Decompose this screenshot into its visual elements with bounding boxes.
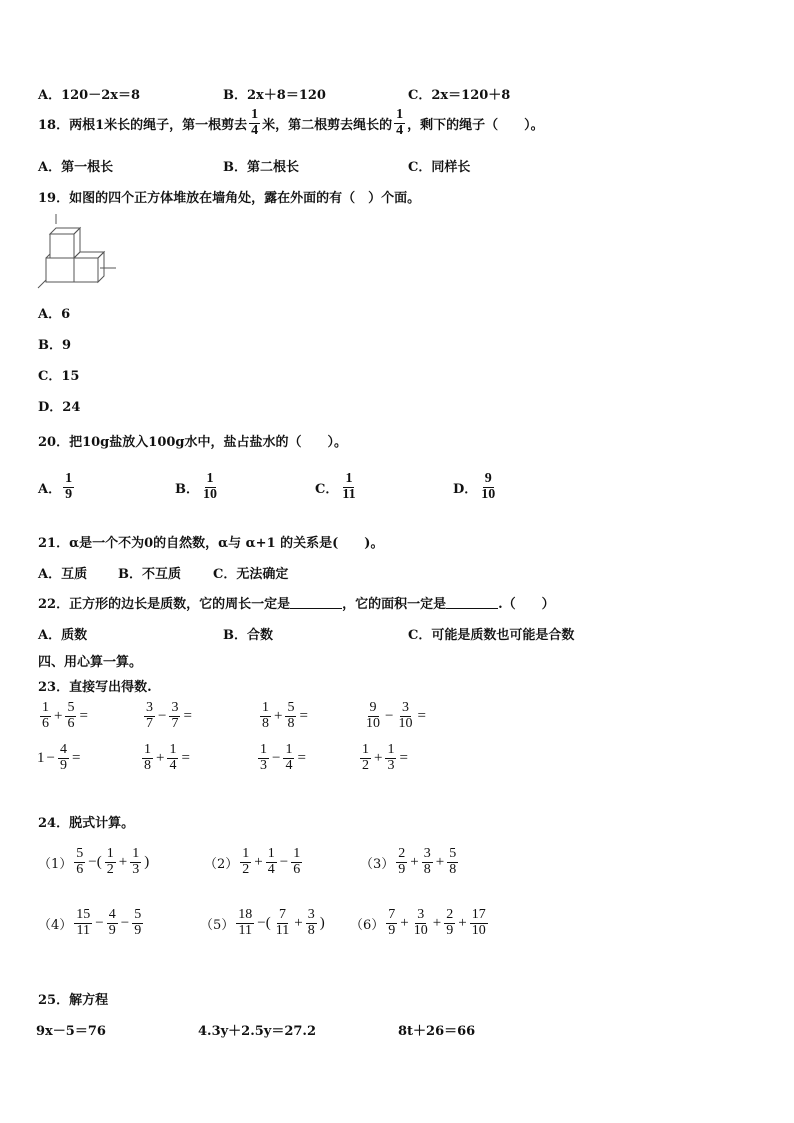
q24-expr-4: （4） $\frac{15}{11}$ − $\frac{4}{9}$ − $\frac{5}{9}$ — [38, 907, 142, 938]
q24-expr-1: （1） $\frac{5}{6}$ −( $\frac{1}{2}$ + $\frac{1}{3}$ ) — [38, 846, 150, 877]
section-4-heading: 四、用心算一算。 — [38, 655, 143, 670]
q20-question: 20．把10g盐放入100g水中，盐占盐水的（ ）。 — [38, 435, 347, 450]
q23-expr-8: $\frac{1}{2}$ + $\frac{1}{3}$ = — [362, 742, 408, 773]
q19-option-c: C．15 — [38, 369, 80, 384]
q17-option-a: A．120－2x＝8 — [38, 88, 141, 103]
q23-expr-3: $\frac{1}{8}$ + $\frac{5}{8}$ = — [262, 700, 308, 731]
q21-option-b: B．不互质 — [118, 567, 181, 582]
q19-question: 19．如图的四个正方体堆放在墙角处，露在外面的有（ ）个面。 — [38, 191, 421, 206]
q22-question: 22．正方形的边长是质数，它的周长一定是 ，它的面积一定是 .（ ） — [38, 597, 555, 612]
q23-expr-1: $\frac{1}{6}$ + $\frac{5}{6}$ = — [42, 700, 88, 731]
q23-title: 23．直接写出得数. — [38, 680, 152, 695]
q19-option-b: B．9 — [38, 338, 72, 353]
q20-option-b-fraction: $\frac{1}{10}$ — [203, 471, 217, 502]
q21-question: 21．α是一个不为0的自然数，α与 α+1 的关系是( )。 — [38, 536, 384, 551]
q19-option-d: D．24 — [38, 400, 81, 415]
q24-title: 24．脱式计算。 — [38, 816, 135, 831]
q18-fraction-1: $\frac{1}{4}$ — [251, 107, 259, 138]
q23-expr-2: $\frac{3}{7}$ − $\frac{3}{7}$ = — [146, 700, 192, 731]
q22-option-c: C．可能是质数也可能是合数 — [408, 628, 575, 643]
q23-expr-6: $\frac{1}{8}$ + $\frac{1}{4}$ = — [144, 742, 190, 773]
q24-expr-2: （2） $\frac{1}{2}$ + $\frac{1}{4}$ − $\frac{1}{6}$ — [204, 846, 301, 877]
stacked-cubes-figure — [36, 210, 120, 290]
q20-option-c-fraction: $\frac{1}{11}$ — [342, 471, 356, 502]
q22-blank-1 — [290, 596, 342, 609]
q18-question — [38, 108, 544, 138]
q20-option-d: D． $\frac{9}{10}$ — [453, 471, 496, 502]
q25-equation-3: 8t＋26＝66 — [398, 1024, 476, 1039]
q18-option-b: B．第二根长 — [223, 160, 299, 175]
q20-option-c: C． $\frac{1}{11}$ — [315, 471, 356, 502]
q25-equation-1: 9x－5＝76 — [36, 1024, 106, 1039]
q20-option-a: A． $\frac{1}{9}$ — [38, 471, 73, 502]
q21-option-a: A．互质 — [38, 567, 88, 582]
q18-text-1: 两根1米长的绳子，第一根剪去 — [69, 117, 248, 133]
q25-equation-2: 4.3y＋2.5y＝27.2 — [198, 1024, 317, 1039]
q25-title: 25．解方程 — [38, 993, 109, 1008]
q18-option-c: C．同样长 — [408, 160, 471, 175]
q23-expr-5: 1 − $\frac{4}{9}$ = — [37, 742, 81, 773]
q19-option-a: A．6 — [38, 307, 71, 322]
q18-text-2: 米，第二根剪去绳长的 — [262, 117, 393, 133]
q22-option-a: A．质数 — [38, 628, 88, 643]
q23-expr-7: $\frac{1}{3}$ − $\frac{1}{4}$ = — [260, 742, 306, 773]
q21-option-c: C．无法确定 — [213, 567, 289, 582]
q17-option-c: C．2x＝120＋8 — [408, 88, 511, 103]
q24-expr-3: （3） $\frac{2}{9}$ + $\frac{3}{8}$ + $\frac{5}{8}$ — [360, 846, 457, 877]
q18-text-3: ，剩下的绳子（ ）。 — [407, 117, 544, 133]
q23-expr-4: $\frac{9}{10}$ − $\frac{3}{10}$ = — [366, 700, 426, 731]
q20-option-d-fraction: $\frac{9}{10}$ — [481, 471, 496, 502]
q22-blank-2 — [446, 596, 498, 609]
q18-fraction-2: $\frac{1}{4}$ — [396, 107, 404, 138]
q24-expr-6: （6） $\frac{7}{9}$ + $\frac{3}{10}$ + $\frac{2}{9}$ + $\frac{17}{10}$ — [350, 907, 486, 938]
q18-option-a: A．第一根长 — [38, 160, 114, 175]
q24-expr-5: （5） $\frac{18}{11}$ −( $\frac{7}{11}$ + $\frac{3}{8}$ ) — [200, 907, 325, 938]
q22-option-b: B．合数 — [223, 628, 273, 643]
q18-number: 18． — [38, 117, 70, 133]
q20-option-b: B． $\frac{1}{10}$ — [175, 471, 217, 502]
q20-option-a-fraction: $\frac{1}{9}$ — [65, 471, 73, 502]
q17-option-b: B．2x＋8＝120 — [223, 88, 326, 103]
